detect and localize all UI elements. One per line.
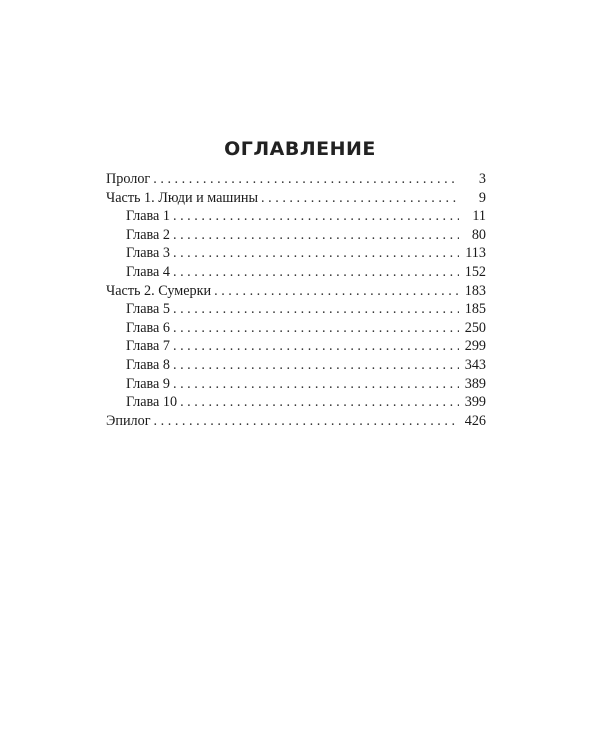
toc-entry-label: Глава 4	[126, 263, 170, 280]
toc-entry	[106, 189, 486, 208]
dot-leader	[173, 244, 459, 263]
toc-entry-label: Глава 8	[126, 356, 170, 373]
toc-entry	[106, 300, 486, 319]
toc-entry-page: 183	[464, 282, 486, 299]
dot-leader	[173, 207, 459, 226]
toc-entry-page: 152	[464, 263, 486, 280]
toc-entry	[106, 375, 486, 394]
dot-leader	[173, 319, 459, 338]
toc-entry-page: 250	[464, 319, 486, 336]
dot-leader	[214, 282, 459, 301]
dot-leader	[173, 226, 459, 245]
toc-entry-label: Глава 9	[126, 375, 170, 392]
dot-leader	[173, 375, 459, 394]
toc-entry-label: Глава 1	[126, 208, 170, 225]
toc-entry-page: 399	[464, 394, 486, 411]
dot-leader	[180, 393, 459, 412]
dot-leader	[173, 337, 459, 356]
toc-entry-label: Эпилог	[106, 412, 151, 429]
dot-leader	[154, 412, 459, 431]
toc-entry-page: 11	[472, 208, 486, 225]
toc-entry-page: 426	[464, 412, 486, 429]
toc-entry	[106, 282, 486, 301]
toc-entry-page: 185	[464, 301, 486, 318]
toc-entry-label: Глава 3	[126, 245, 170, 262]
toc-entry	[106, 263, 486, 282]
toc-entry-page: 299	[464, 338, 486, 355]
dot-leader	[173, 300, 459, 319]
toc-entry-page: 9	[478, 189, 486, 206]
toc-entry	[106, 393, 486, 412]
toc-entry-label: Часть 2. Сумерки	[106, 282, 212, 299]
toc-entry-page: 389	[464, 375, 486, 392]
toc-entry	[106, 244, 486, 263]
toc-entry-label: Пролог	[106, 171, 151, 187]
table-of-contents	[106, 170, 486, 430]
dot-leader	[153, 170, 459, 189]
dot-leader	[173, 356, 459, 375]
toc-entry-page: 3	[478, 171, 486, 187]
toc-entry	[106, 356, 486, 375]
dot-leader	[173, 263, 459, 282]
toc-entry-label: Глава 6	[126, 319, 170, 336]
toc-entry-page: 113	[465, 245, 486, 262]
toc-entry-page: 343	[464, 356, 486, 373]
toc-entry	[106, 207, 486, 226]
toc-entry-page: 80	[471, 226, 486, 243]
toc-entry-label: Глава 7	[126, 338, 170, 355]
toc-title: ОГЛАВЛЕНИЕ	[224, 138, 376, 160]
toc-entry-label: Часть 1. Люди и машины	[106, 189, 259, 206]
toc-entry	[106, 412, 486, 431]
toc-entry-label: Глава 10	[126, 394, 178, 411]
dot-leader	[261, 189, 459, 208]
toc-entry	[106, 170, 486, 189]
toc-entry-label: Глава 5	[126, 301, 170, 318]
toc-entry	[106, 319, 486, 338]
toc-entry	[106, 226, 486, 245]
toc-entry-label: Глава 2	[126, 226, 170, 243]
toc-entry	[106, 337, 486, 356]
